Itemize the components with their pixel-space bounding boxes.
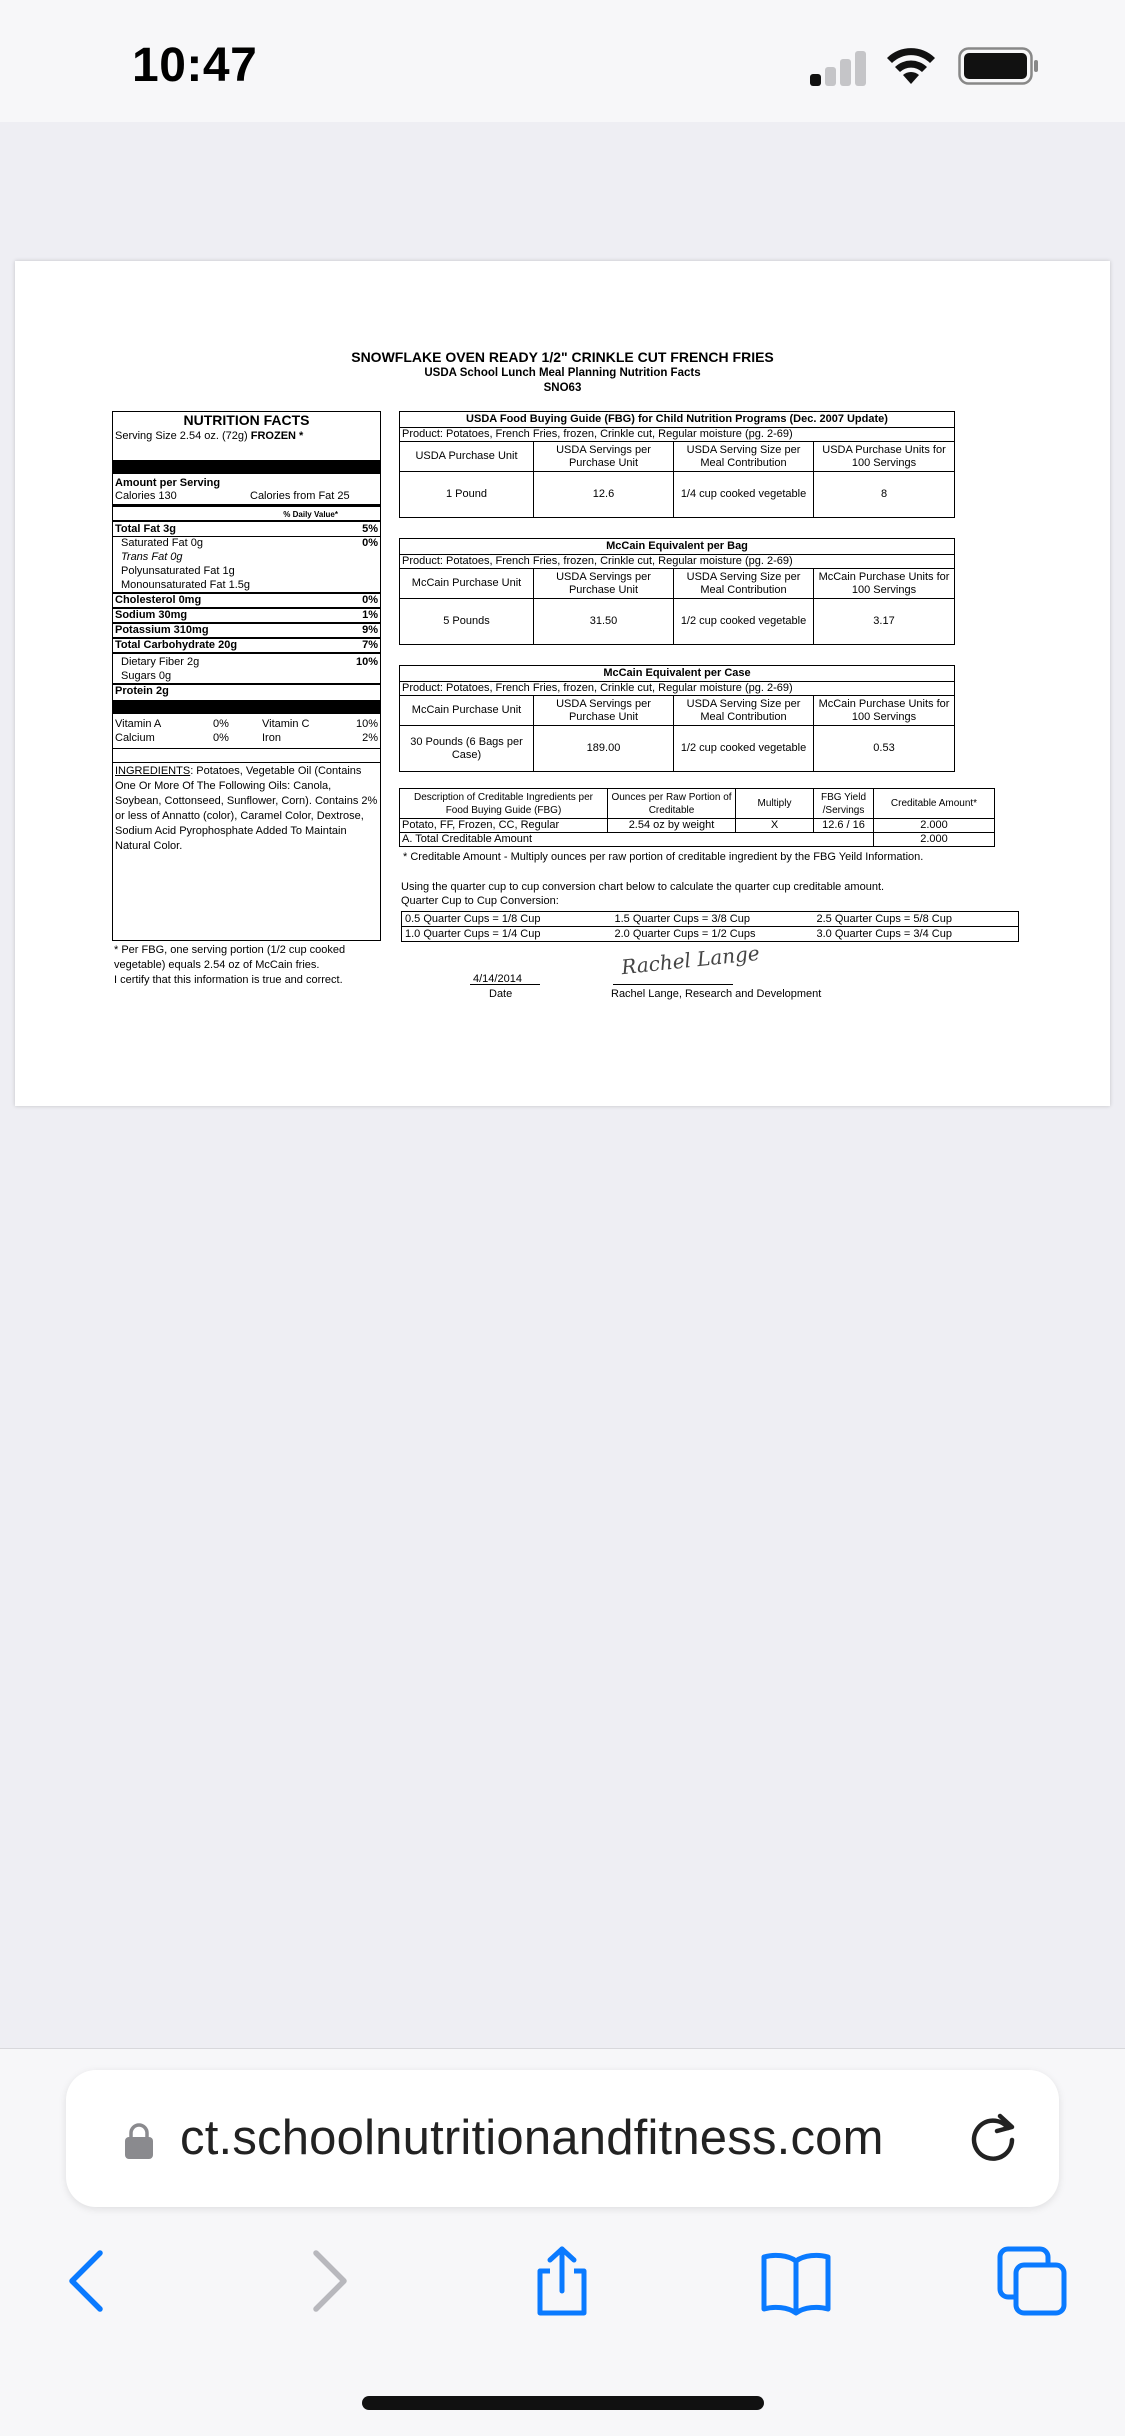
nutrition-heading: NUTRITION FACTS — [183, 412, 310, 428]
table-cell: 12.6 — [534, 472, 674, 518]
vitamin-label: Calcium — [115, 732, 155, 744]
conversion-intro: Using the quarter cup to cup conversion chart below to calculate the quarter cup creditable amount. — [401, 881, 885, 893]
forward-icon[interactable] — [292, 2245, 364, 2317]
case-title: McCain Equivalent per Case — [400, 666, 955, 682]
case-table — [399, 665, 955, 772]
table-header: USDA Serving Size per Meal Contribution — [674, 442, 814, 472]
conversion-cell: 2.0 Quarter Cups = 1/2 Cups — [612, 927, 814, 942]
table-header: USDA Serving Size per Meal Contribution — [674, 696, 814, 726]
vitamin-pct: 2% — [362, 732, 378, 744]
bookmarks-icon[interactable] — [760, 2245, 832, 2317]
table-cell: 2.000 — [874, 819, 995, 833]
table-header: Ounces per Raw Portion of Creditable — [608, 789, 736, 819]
tabs-icon[interactable] — [996, 2245, 1068, 2317]
table-header: McCain Purchase Unit — [400, 696, 534, 726]
table-cell: 12.6 / 16 — [814, 819, 874, 833]
signer-name: Rachel Lange, Research and Development — [611, 988, 822, 1000]
ingredients — [115, 764, 378, 854]
nutrient-pct: 0% — [362, 594, 378, 606]
table-cell: 1/4 cup cooked vegetable — [674, 472, 814, 518]
conversion-heading: Quarter Cup to Cup Conversion: — [401, 895, 559, 907]
table-header: USDA Purchase Unit — [400, 442, 534, 472]
table-header: McCain Purchase Units for 100 Servings — [814, 569, 955, 599]
nutrient-label: Dietary Fiber 2g — [121, 656, 200, 668]
fbg-table — [399, 411, 955, 518]
product-code: SNO63 — [543, 382, 582, 394]
lock-icon — [124, 2122, 154, 2160]
serving-size: Serving Size 2.54 oz. (72g) — [115, 430, 248, 442]
table-cell: 3.17 — [814, 599, 955, 645]
conversion-cell: 1.5 Quarter Cups = 3/8 Cup — [612, 912, 814, 927]
serving-state: FROZEN * — [250, 430, 304, 442]
daily-value-label: % Daily Value* — [283, 510, 338, 519]
table-cell: 5 Pounds — [400, 599, 534, 645]
table-header: USDA Servings per Purchase Unit — [534, 696, 674, 726]
creditable-note: * Creditable Amount - Multiply ounces per raw portion of creditable ingredient by the FBG Yeild Information. — [403, 851, 924, 863]
clock: 10:47 — [132, 39, 258, 92]
nutrient-label: Total Fat 3g — [115, 523, 176, 535]
table-header: USDA Servings per Purchase Unit — [534, 569, 674, 599]
document-subtitle: USDA School Lunch Meal Planning Nutrition Facts — [424, 367, 701, 379]
nutrient-pct: 1% — [362, 609, 378, 621]
nutrient-label: Protein 2g — [115, 685, 169, 697]
table-header: McCain Purchase Unit — [400, 569, 534, 599]
table-header: USDA Servings per Purchase Unit — [534, 442, 674, 472]
table-cell: 1/2 cup cooked vegetable — [674, 726, 814, 772]
table-cell: 30 Pounds (6 Bags per Case) — [400, 726, 534, 772]
fbg-product: Product: Potatoes, French Fries, frozen, Crinkle cut, Regular moisture (pg. 2-69) — [400, 428, 955, 442]
ingredients-label: INGREDIENTS — [115, 765, 191, 777]
bag-title: McCain Equivalent per Bag — [400, 539, 955, 555]
document-title: SNOWFLAKE OVEN READY 1/2" CRINKLE CUT FRENCH FRIES — [351, 349, 774, 365]
reload-icon[interactable] — [966, 2110, 1020, 2166]
ingredients-text: : Potatoes, Vegetable Oil (Contains One Or More Of The Following Oils: Canola, Soybean, Cottonseed, Sunflower, Corn). Contains 2% or less of Annatto (color), Caramel Color, Dextrose, Sodium Acid Pyrophosphate Added To Maintain Natural Color. — [115, 765, 378, 852]
signature: Rachel Lange — [620, 940, 761, 980]
vitamin-pct: 0% — [213, 732, 229, 744]
calories-from-fat: Calories from Fat 25 — [250, 490, 350, 502]
battery-icon — [958, 47, 1040, 85]
cellular-signal-icon — [810, 46, 870, 86]
vitamin-label: Vitamin C — [262, 718, 310, 730]
footnote: * Per FBG, one serving portion (1/2 cup cooked vegetable) equals 2.54 oz of McCain fries. — [114, 944, 346, 971]
nutrient-label: Total Carbohydrate 20g — [115, 639, 238, 651]
nutrient-label: Sugars 0g — [121, 670, 172, 682]
table-cell: 31.50 — [534, 599, 674, 645]
table-cell: 1 Pound — [400, 472, 534, 518]
conversion-table — [401, 911, 1019, 942]
nutrient-label: Polyunsaturated Fat 1g — [121, 565, 235, 577]
table-cell: 2.54 oz by weight — [608, 819, 736, 833]
bag-product: Product: Potatoes, French Fries, frozen, Crinkle cut, Regular moisture (pg. 2-69) — [400, 555, 955, 569]
fbg-title: USDA Food Buying Guide (FBG) for Child Nutrition Programs (Dec. 2007 Update) — [400, 412, 955, 428]
vitamin-pct: 0% — [213, 718, 229, 730]
calories: Calories 130 — [115, 490, 177, 502]
wifi-icon — [884, 44, 938, 86]
nutrient-pct: 5% — [362, 523, 378, 535]
vitamin-label: Vitamin A — [115, 718, 162, 730]
home-indicator[interactable] — [362, 2396, 764, 2410]
status-bar — [0, 0, 1125, 122]
table-header: Creditable Amount* — [874, 789, 995, 819]
back-icon[interactable] — [52, 2245, 124, 2317]
footnote-block — [114, 943, 389, 988]
conversion-cell: 3.0 Quarter Cups = 3/4 Cup — [814, 927, 1019, 942]
table-header: USDA Purchase Units for 100 Servings — [814, 442, 955, 472]
nutrient-pct: 9% — [362, 624, 378, 636]
case-product: Product: Potatoes, French Fries, frozen, Crinkle cut, Regular moisture (pg. 2-69) — [400, 682, 955, 696]
table-header: FBG Yield /Servings — [814, 789, 874, 819]
nutrition-facts-panel — [112, 411, 381, 941]
certification: I certify that this information is true and correct. — [114, 974, 343, 986]
nutrient-pct: 10% — [355, 656, 378, 668]
amount-per-serving: Amount per Serving — [115, 477, 221, 489]
nutrient-label: Potassium 310mg — [115, 624, 209, 636]
table-header: Description of Creditable Ingredients per Food Buying Guide (FBG) — [400, 789, 608, 819]
nutrient-pct: 0% — [362, 537, 378, 549]
total-label: A. Total Creditable Amount — [400, 833, 874, 847]
nutrient-label: Monounsaturated Fat 1.5g — [121, 579, 251, 591]
pdf-page[interactable] — [15, 261, 1110, 1106]
nutrient-label: Cholesterol 0mg — [115, 594, 202, 606]
vitamin-label: Iron — [262, 732, 281, 744]
table-cell: Potato, FF, Frozen, CC, Regular — [400, 819, 608, 833]
nutrient-pct: 7% — [362, 639, 378, 651]
table-cell: 189.00 — [534, 726, 674, 772]
table-header: McCain Purchase Units for 100 Servings — [814, 696, 955, 726]
vitamin-pct: 10% — [355, 718, 378, 730]
date-value: 4/14/2014 — [473, 973, 522, 985]
url-text[interactable]: ct.schoolnutritionandfitness.com — [180, 2111, 884, 2165]
table-cell: 1/2 cup cooked vegetable — [674, 599, 814, 645]
conversion-cell: 0.5 Quarter Cups = 1/8 Cup — [402, 912, 612, 927]
nutrient-label: Saturated Fat 0g — [121, 537, 203, 549]
nutrient-label: Sodium 30mg — [115, 609, 188, 621]
date-label: Date — [489, 988, 513, 1000]
bag-table — [399, 538, 955, 645]
table-cell: X — [736, 819, 814, 833]
table-cell: 0.53 — [814, 726, 955, 772]
table-cell: 8 — [814, 472, 955, 518]
nutrient-label: Trans Fat 0g — [121, 551, 183, 563]
conversion-cell: 2.5 Quarter Cups = 5/8 Cup — [814, 912, 1019, 927]
table-header: USDA Serving Size per Meal Contribution — [674, 569, 814, 599]
conversion-cell: 1.0 Quarter Cups = 1/4 Cup — [402, 927, 612, 942]
table-header: Multiply — [736, 789, 814, 819]
share-icon[interactable] — [526, 2245, 598, 2317]
creditable-table — [399, 788, 995, 847]
divider-bar — [113, 460, 380, 474]
total-value: 2.000 — [874, 833, 995, 847]
